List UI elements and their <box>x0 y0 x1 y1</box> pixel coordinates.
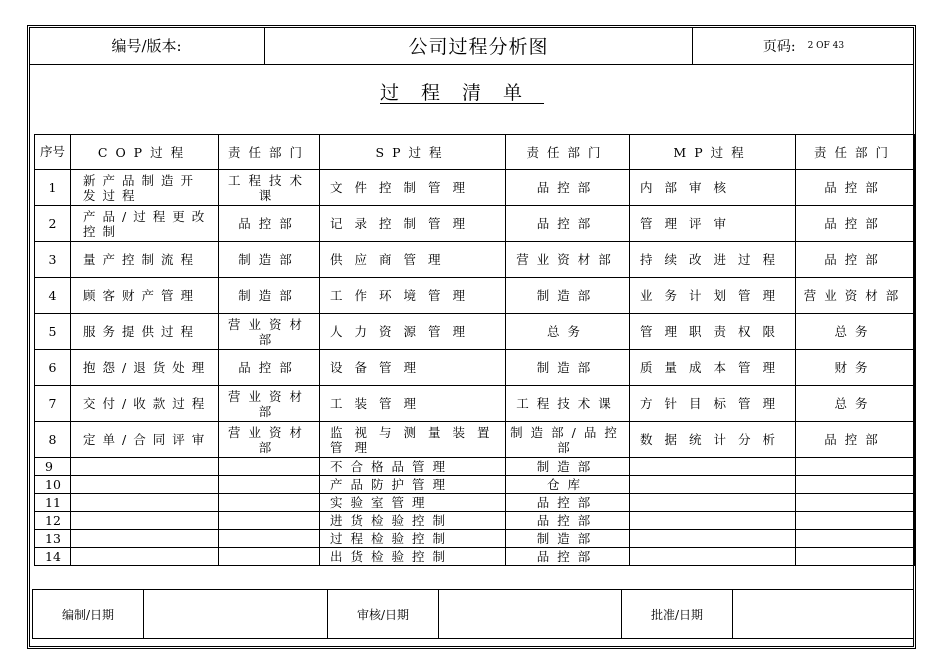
mp-dept: 品控部 <box>796 170 915 206</box>
cop-dept: 制造部 <box>219 242 320 278</box>
table-row <box>35 548 915 566</box>
cop-dept: 营业资材部 <box>219 386 320 422</box>
mp-dept <box>796 530 915 548</box>
row-number: 5 <box>35 314 71 350</box>
sp-dept: 总务 <box>506 314 630 350</box>
mp-process <box>630 494 796 512</box>
table-header-row <box>35 135 915 170</box>
reviewed-field[interactable] <box>439 590 622 638</box>
cop-process: 产品/过程更改控制 <box>71 206 219 242</box>
row-number: 8 <box>35 422 71 458</box>
sp-process: 产品防护管理 <box>320 476 506 494</box>
signature-footer <box>32 589 914 639</box>
reviewed-label: 审核/日期 <box>328 590 439 638</box>
col-header-dept: 责任部门 <box>219 135 320 170</box>
cop-dept <box>219 548 320 566</box>
table-row <box>35 350 915 386</box>
document-header <box>29 27 914 65</box>
cop-process <box>71 458 219 476</box>
cop-process: 新产品制造开发过程 <box>71 170 219 206</box>
sp-process: 过程检验控制 <box>320 530 506 548</box>
mp-dept: 总务 <box>796 386 915 422</box>
col-header-dept: 责任部门 <box>796 135 915 170</box>
mp-dept <box>796 512 915 530</box>
sp-process: 不合格品管理 <box>320 458 506 476</box>
sp-dept: 仓库 <box>506 476 630 494</box>
table-row <box>35 458 915 476</box>
row-number: 12 <box>35 512 71 530</box>
sp-dept: 品控部 <box>506 206 630 242</box>
row-number: 6 <box>35 350 71 386</box>
sp-dept: 品控部 <box>506 170 630 206</box>
cop-dept: 工程技术课 <box>219 170 320 206</box>
col-header-cop: COP过程 <box>71 135 219 170</box>
mp-process <box>630 530 796 548</box>
col-header-dept: 责任部门 <box>506 135 630 170</box>
sp-process: 设备管理 <box>320 350 506 386</box>
cop-process: 服务提供过程 <box>71 314 219 350</box>
table-row <box>35 242 915 278</box>
page-value: 2 OF 43 <box>807 40 845 51</box>
mp-process: 内部审核 <box>630 170 796 206</box>
row-number: 14 <box>35 548 71 566</box>
sp-process: 出货检验控制 <box>320 548 506 566</box>
cop-process: 顾客财产管理 <box>71 278 219 314</box>
process-table <box>34 134 915 566</box>
sp-process: 文件控制管理 <box>320 170 506 206</box>
cop-process <box>71 494 219 512</box>
cop-dept: 营业资材部 <box>219 314 320 350</box>
approved-field[interactable] <box>733 590 913 638</box>
sp-process: 工作环境管理 <box>320 278 506 314</box>
mp-process <box>630 548 796 566</box>
approved-label: 批准/日期 <box>622 590 733 638</box>
row-number: 7 <box>35 386 71 422</box>
table-row <box>35 476 915 494</box>
cop-dept: 品控部 <box>219 206 320 242</box>
cop-process <box>71 512 219 530</box>
table-row <box>35 494 915 512</box>
mp-dept: 品控部 <box>796 242 915 278</box>
page-label: 页码: <box>762 38 796 55</box>
sp-process: 监视与测量装置管理 <box>320 422 506 458</box>
cop-process <box>71 476 219 494</box>
col-header-sp: SP过程 <box>320 135 506 170</box>
sp-dept: 品控部 <box>506 494 630 512</box>
cop-process: 定单/合同评审 <box>71 422 219 458</box>
table-row <box>35 278 915 314</box>
sp-dept: 制造部 <box>506 278 630 314</box>
prepared-label: 编制/日期 <box>33 590 144 638</box>
cop-dept <box>219 530 320 548</box>
mp-dept <box>796 548 915 566</box>
col-header-mp: MP过程 <box>630 135 796 170</box>
mp-process <box>630 458 796 476</box>
sp-dept: 制造部 <box>506 350 630 386</box>
prepared-field[interactable] <box>144 590 328 638</box>
cop-dept: 品控部 <box>219 350 320 386</box>
sp-dept: 制造部 <box>506 458 630 476</box>
cop-process <box>71 548 219 566</box>
cop-process <box>71 530 219 548</box>
sp-process: 实验室管理 <box>320 494 506 512</box>
table-row <box>35 170 915 206</box>
cop-process: 量产控制流程 <box>71 242 219 278</box>
row-number: 4 <box>35 278 71 314</box>
sp-dept: 营业资材部 <box>506 242 630 278</box>
doc-number-label: 编号/版本: <box>29 27 265 64</box>
mp-dept: 品控部 <box>796 422 915 458</box>
cop-dept <box>219 458 320 476</box>
mp-dept: 营业资材部 <box>796 278 915 314</box>
sp-process: 工装管理 <box>320 386 506 422</box>
table-row <box>35 530 915 548</box>
mp-process <box>630 512 796 530</box>
mp-dept <box>796 476 915 494</box>
mp-dept: 总务 <box>796 314 915 350</box>
cop-dept: 制造部 <box>219 278 320 314</box>
sp-process: 人力资源管理 <box>320 314 506 350</box>
cop-process: 交付/收款过程 <box>71 386 219 422</box>
sp-dept: 制造部 <box>506 530 630 548</box>
cop-process: 抱怨/退货处理 <box>71 350 219 386</box>
mp-process: 业务计划管理 <box>630 278 796 314</box>
mp-process <box>630 476 796 494</box>
row-number: 9 <box>35 458 71 476</box>
sp-process: 进货检验控制 <box>320 512 506 530</box>
row-number: 2 <box>35 206 71 242</box>
row-number: 3 <box>35 242 71 278</box>
row-number: 13 <box>35 530 71 548</box>
document-title: 公司过程分析图 <box>265 27 693 64</box>
list-subtitle: 过程清单 <box>380 82 545 104</box>
table-row <box>35 422 915 458</box>
table-row <box>35 386 915 422</box>
page-number <box>693 27 914 64</box>
mp-dept <box>796 458 915 476</box>
sp-dept: 制造部/品控部 <box>506 422 630 458</box>
table-body <box>35 170 915 566</box>
mp-dept <box>796 494 915 512</box>
cop-dept: 营业资材部 <box>219 422 320 458</box>
mp-process: 持续改进过程 <box>630 242 796 278</box>
cop-dept <box>219 512 320 530</box>
sp-dept: 工程技术课 <box>506 386 630 422</box>
row-number: 10 <box>35 476 71 494</box>
sp-process: 记录控制管理 <box>320 206 506 242</box>
cop-dept <box>219 476 320 494</box>
col-header-no: 序号 <box>35 135 71 170</box>
row-number: 1 <box>35 170 71 206</box>
table-row <box>35 512 915 530</box>
table-row <box>35 314 915 350</box>
mp-dept: 品控部 <box>796 206 915 242</box>
sp-process: 供应商管理 <box>320 242 506 278</box>
row-number: 11 <box>35 494 71 512</box>
mp-process: 方针目标管理 <box>630 386 796 422</box>
mp-dept: 财务 <box>796 350 915 386</box>
mp-process: 质量成本管理 <box>630 350 796 386</box>
mp-process: 管理职责权限 <box>630 314 796 350</box>
cop-dept <box>219 494 320 512</box>
sp-dept: 品控部 <box>506 548 630 566</box>
sp-dept: 品控部 <box>506 512 630 530</box>
mp-process: 管理评审 <box>630 206 796 242</box>
mp-process: 数据统计分析 <box>630 422 796 458</box>
table-row <box>35 206 915 242</box>
